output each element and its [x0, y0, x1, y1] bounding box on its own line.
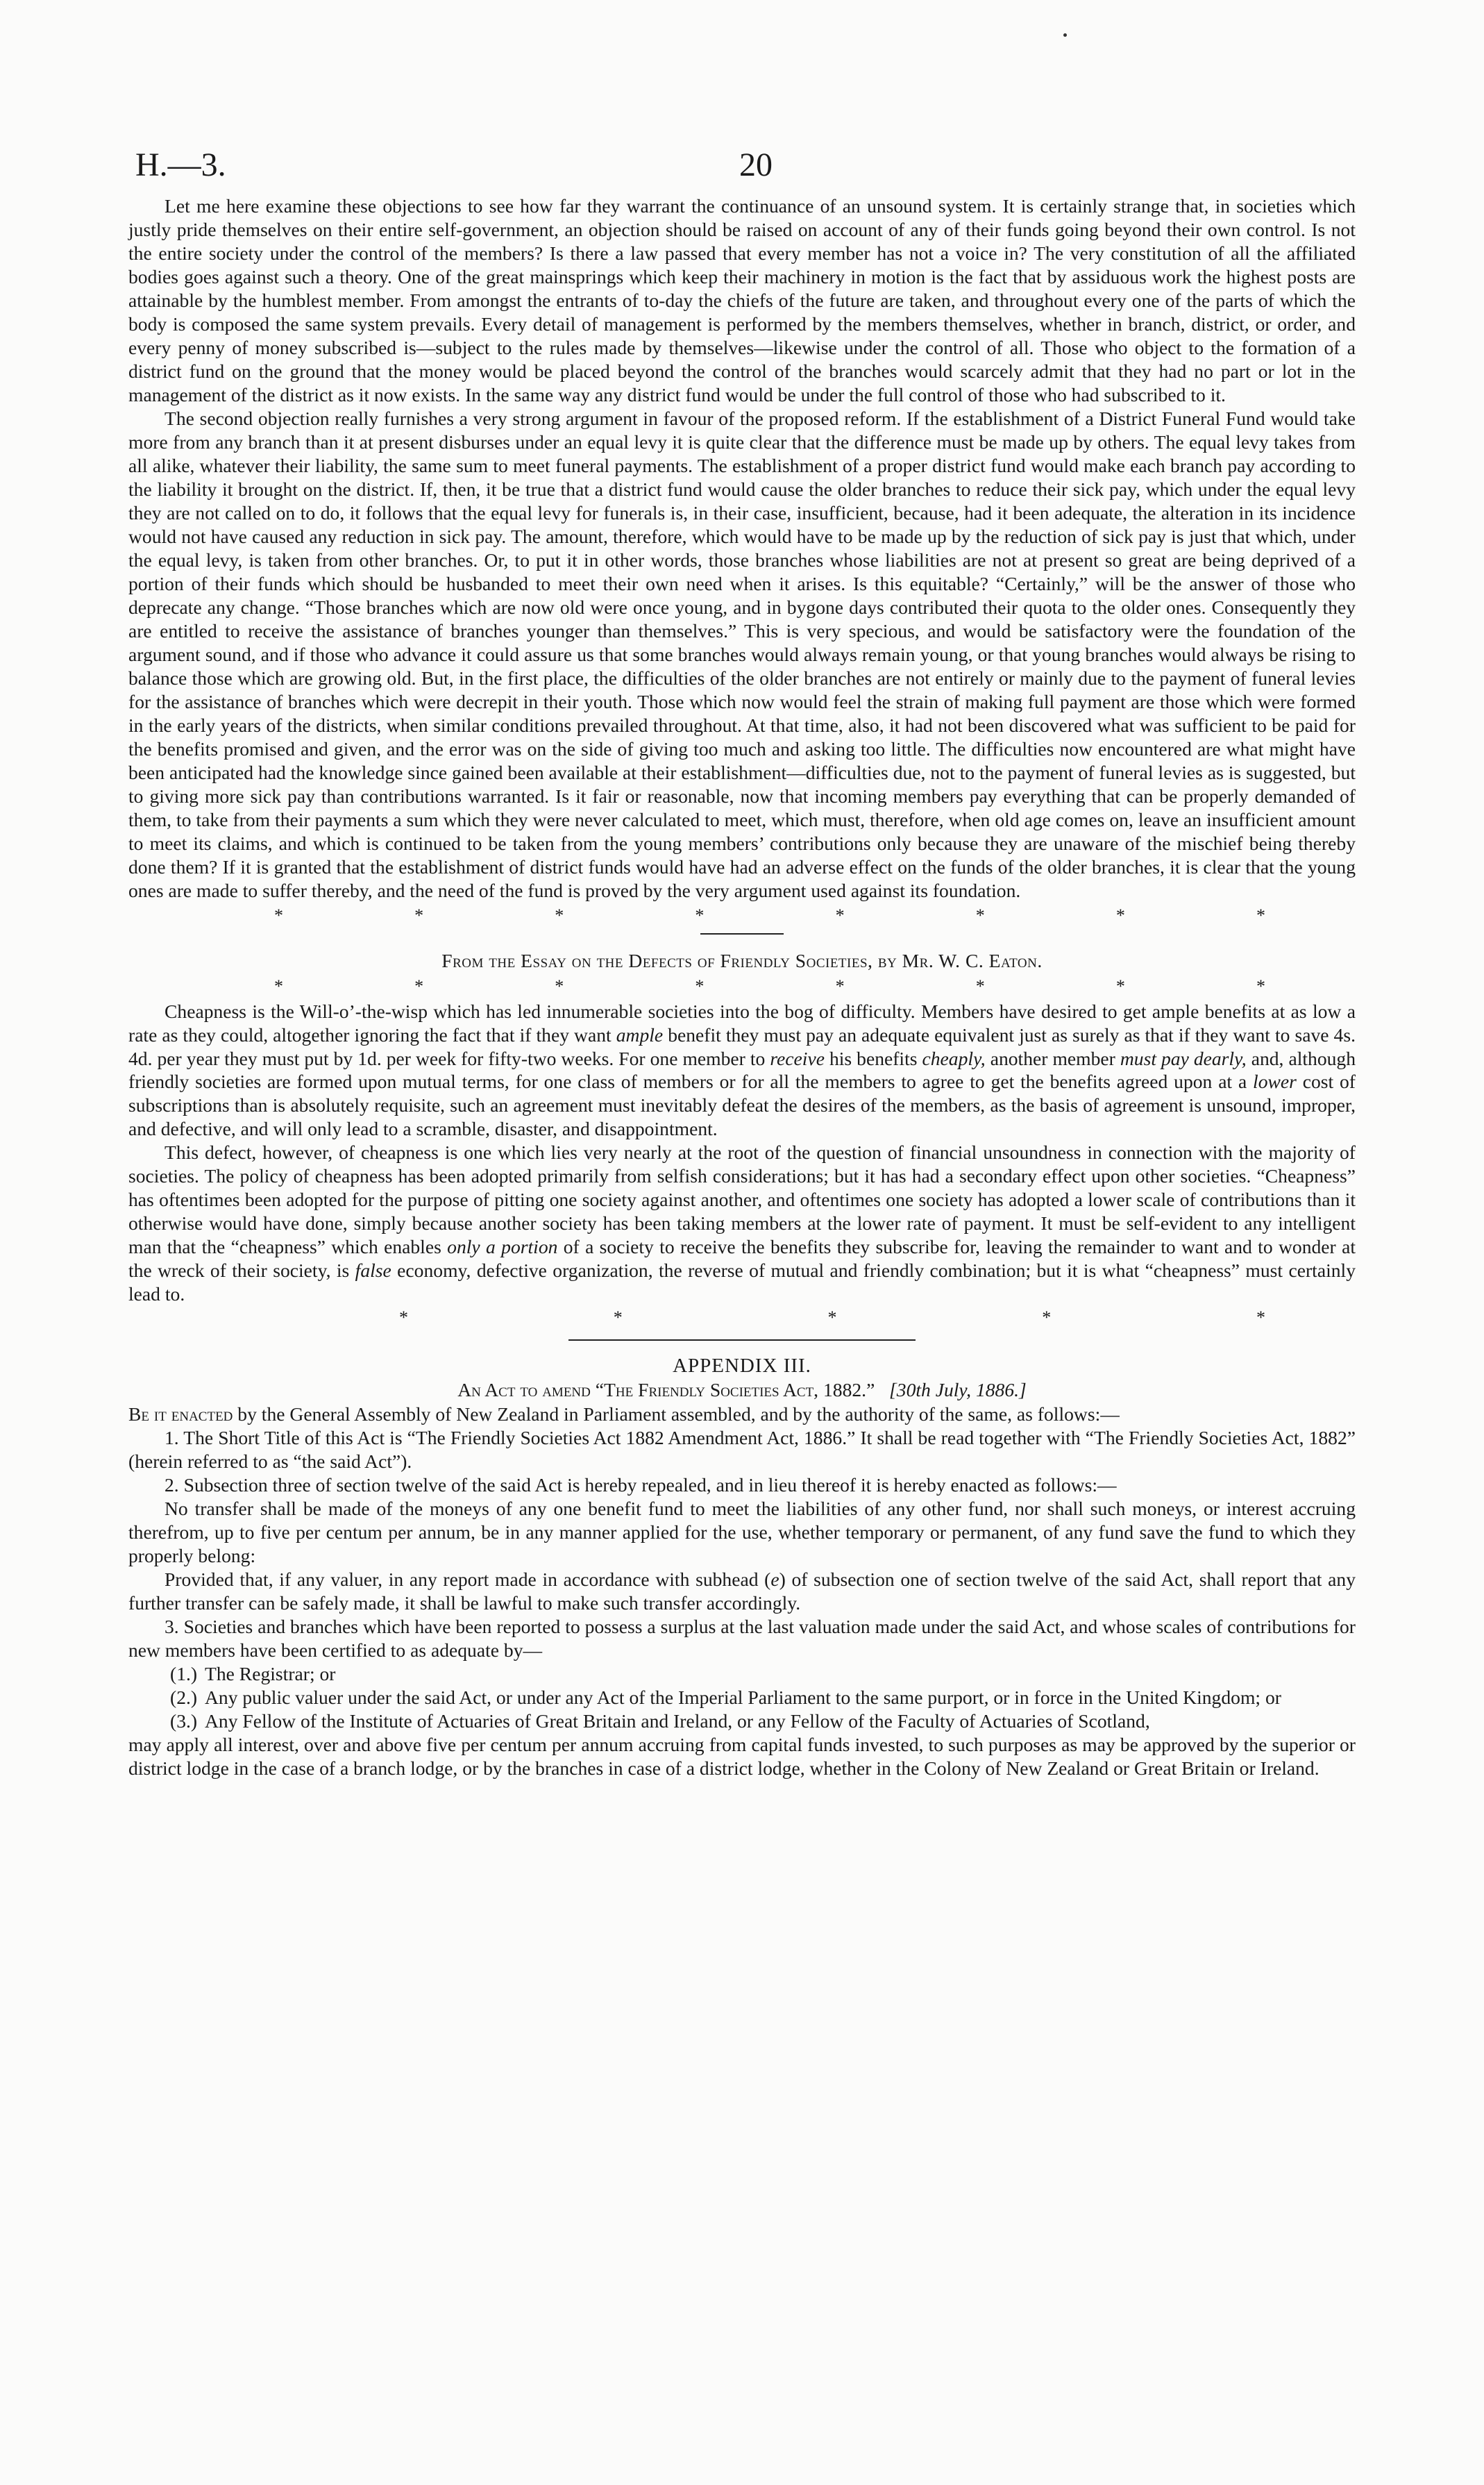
list-number: (3.)	[170, 1710, 198, 1732]
divider-rule	[700, 933, 784, 935]
list-item	[170, 1709, 1356, 1733]
emphasis: ample	[616, 1023, 664, 1046]
asterisk: *	[835, 976, 845, 996]
emphasis: false	[355, 1260, 391, 1282]
asterisk: *	[414, 976, 424, 996]
asterisk: *	[1042, 1307, 1052, 1328]
asterisk: *	[1115, 905, 1125, 926]
scan-speck	[1063, 33, 1067, 37]
text-run: another member	[985, 1047, 1120, 1069]
asterisk: *	[414, 905, 424, 926]
asterisk: *	[835, 905, 845, 926]
section-district-fund	[128, 194, 1356, 903]
text-run: Cheapness is the Will-o’-the-wisp which has led innumerable societies into the bog of difficulty. Members have desired to get ample benefits at as low a rate as they could, altogether ignoring the fact that if they want	[128, 1000, 1356, 1046]
asterisk: *	[975, 976, 985, 996]
clause: 3. Societies and branches which have been reported to possess a surplus at the last valuation made under the said Act, and whose scales of contributions for new members have been certified to as adequate by—	[128, 1616, 1356, 1662]
appendix-title: APPENDIX III.	[673, 1355, 811, 1378]
list-item	[170, 1686, 1356, 1709]
paragraph: Let me here examine these objections to see how far they warrant the continuance of an unsound system. It is certainly strange that, in societies which justly pride themselves on their entire self-government, an objection should be raised on account of any of their funds going beyond their own control. Is not the entire society under the control of the members? Is there a law passed that every member has not a voice in? The very constitution of all the affiliated bodies goes against such a theory. One of the great mainsprings which keep their machinery in motion is the fact that by assiduous work the highest posts are attainable by the humblest member. From amongst the entrants of to-day the chiefs of the future are taken, and throughout every one of the parts of which the body is composed the same system prevails. Every detail of management is performed by the members themselves, whether in branch, district, or order, and every penny of money subscribed is—subject to the rules made by themselves—likewise under the control of all. Those who object to the formation of a district fund on the ground that the money would be placed beyond the control of the branches would scarcely admit that they had no part or lot in the management of the district as it now exists. In the same way any district fund would be under the full control of those who had subscribed to it.	[128, 195, 1356, 405]
clause: 2. Subsection three of section twelve of the said Act is hereby repealed, and in lieu thereof it is hereby enacted as follows:—	[165, 1474, 1117, 1496]
asterisk: *	[827, 1307, 837, 1328]
asterisk: *	[695, 976, 705, 996]
emphasis: cheaply,	[922, 1047, 986, 1069]
text-run: Provided that, if any valuer, in any report made in accordance with subhead (	[165, 1568, 771, 1591]
page-header	[128, 146, 1356, 194]
text-run: cost of subscriptions than is absolutely requisite, such an agreement must inevitably defeat the desires of the members, as the basis of agreement is unsound, improper, and defective, and will only lead to a scramble, disaster, and disappointment.	[128, 1071, 1356, 1140]
text-run: of a society to receive the benefits they subscribe for, leaving the remainder to want and to wonder at the wreck of their society, is	[128, 1236, 1356, 1282]
enacting-clause	[128, 1403, 1356, 1426]
appendix-act-text	[128, 1403, 1356, 1780]
act-title: An Act to amend “The Friendly Societies Act, 1882.”	[457, 1379, 875, 1401]
text-run: economy, defective organization, the reverse of mutual and friendly combination; but it is what “cheapness” must certainly lead to.	[128, 1260, 1356, 1305]
asterisk: *	[1256, 976, 1265, 996]
clause: No transfer shall be made of the moneys of any one benefit fund to meet the liabilities of any other fund, nor shall such moneys, or interest accruing therefrom, up to five per centum per annum, be in any manner applied for the use, whether temporary or permanent, of any fund save the fund to which they properly belong:	[128, 1498, 1356, 1567]
text-run: by the General Assembly of New Zealand in Parliament assembled, and by the authority of the same, as follows:—	[233, 1403, 1120, 1425]
emphasis: must pay dearly,	[1120, 1047, 1247, 1069]
list-text: Any public valuer under the said Act, or under any Act of the Imperial Parliament to the same purport, or in force in the United Kingdom; or	[205, 1687, 1281, 1709]
divider-rule	[568, 1339, 916, 1341]
clause: 1. The Short Title of this Act is “The Friendly Societies Act 1882 Amendment Act, 1886.” It shall be read together with “The Friendly Societies Act, 1882” (herein referred to as “the said Act”).	[128, 1427, 1356, 1473]
text-run: benefit they must pay an adequate equivalent just as surely as that if they want to save 4s. 4d. per year they must put by 1d. per week for fifty-two weeks. For one member to	[128, 1023, 1356, 1069]
paragraph	[128, 1000, 1356, 1141]
act-title-line	[128, 1379, 1356, 1401]
enacting-lead: Be it enacted	[128, 1403, 233, 1425]
asterisk: *	[555, 905, 564, 926]
asterisk: *	[1256, 1307, 1265, 1328]
section-end-stars	[128, 1306, 1356, 1330]
asterisk: *	[695, 905, 705, 926]
asterisk: *	[555, 976, 564, 996]
text-run: and, although friendly societies are formed upon mutual terms, for one class of members or for all the members to agree to get the benefits agreed upon at a	[128, 1047, 1356, 1093]
asterisk: *	[975, 905, 985, 926]
asterisk: *	[274, 905, 283, 926]
paragraph: The second objection really furnishes a very strong argument in favour of the proposed reform. If the establishment of a District Funeral Fund would take more from any branch than it at present disburses under an equal levy it is quite clear that the difference must be made up by others. The equal levy takes from all alike, whatever their liability, the same sum to meet funeral payments. The establishment of a proper district fund would make each branch pay according to the liability it brought on the district. If, then, it be true that a district fund would cause the older branches to reduce their sick pay, which under the equal levy they are not called on to do, it follows that the equal levy for funerals is, in their case, insufficient, because, had it been adequate, the alteration in its incidence would not have caused any reduction in sick pay. The amount, therefore, which would have to be made up by the reduction of sick pay is just that which, under the equal levy, is taken from other branches. Or, to put it in other words, those branches whose liabilities are not at present so great are being deprived of a portion of their funds which should be husbanded to meet their own need when it arises. Is this equitable? “Certainly,” will be the answer of those who deprecate any change. “Those branches which are now old were once young, and in bygone days contributed their quota to the older ones. Consequently they are entitled to receive the assistance of branches younger than themselves.” This is very specious, and would be satisfactory were the foundation of the argument sound, and if those who advance it could assure us that some branches would always remain young, or that young branches would always be rising to balance those which are growing old. But, in the first place, the difficulties of the older branches are not entirely or mainly due to the payment of funeral levies for the assistance of branches which were decrepit in their youth. Those which now would feel the strain of making full payment are those which were formed in the early years of the districts, when similar conditions prevailed throughout. At that time, also, it had not been discovered what was sufficient to be paid for the benefits promised and given, and the error was on the side of giving too much and asking too little. The difficulties now encountered are what might have been anticipated had the knowledge since gained been available at their establishment—difficulties due, not to the payment of funeral levies as is suggested, but to giving more sick pay than contributions warranted. Is it fair or reasonable, now that incoming members pay everything that can be properly demanded of them, to take from their payments a sum which they were never calculated to meet, which must, therefore, when old age comes on, leave an insufficient amount to meet its claims, and which is continued to be taken from the young members’ contributions only because they are unaware of the mischief being thereby done them? If it is granted that the establishment of district funds would have had an adverse effect on the funds of the older branches, it is clear that the young ones are made to suffer thereby, and the need of the fund is proved by the very argument used against its foundation.	[128, 407, 1356, 901]
asterisk: *	[613, 1307, 623, 1328]
list-item	[170, 1662, 1356, 1686]
section-cheapness-essay	[128, 1000, 1356, 1307]
text-run: This defect, however, of cheapness is one which lies very nearly at the root of the question of financial unsoundness in connection with the majority of societies. The policy of cheapness has been adopted primarily from selfish considerations; but it has had a secondary effect upon other societies. “Cheapness” has oftentimes been adopted for the purpose of pitting one society against another, and oftentimes one society has adopted a lower scale of contributions than it otherwise would have done, simply because another society has been taking members at the lower rate of payment. It must be self-evident to any intelligent man that the “cheapness” which enables	[128, 1141, 1356, 1258]
text-run: ) of subsection one of section twelve of the said Act, shall report that any further transfer can be safely made, it shall be lawful to make such transfer accordingly.	[128, 1568, 1356, 1614]
page-number: 20	[739, 147, 773, 183]
emphasis: only a portion	[447, 1236, 558, 1258]
list-text: The Registrar; or	[205, 1663, 336, 1685]
text-run: his benefits	[824, 1047, 922, 1069]
list-text: Any Fellow of the Institute of Actuaries of Great Britain and Ireland, or any Fellow of the Faculty of Actuaries of Scotland,	[205, 1710, 1150, 1732]
asterisk: *	[1115, 976, 1125, 996]
paragraph	[128, 1141, 1356, 1306]
emphasis: receive	[770, 1047, 825, 1069]
emphasis: e	[770, 1568, 779, 1591]
proviso	[128, 1568, 1356, 1615]
list-number: (1.)	[170, 1663, 198, 1685]
asterisk: *	[399, 1307, 408, 1328]
emphasis: lower	[1253, 1071, 1297, 1093]
asterisk: *	[1256, 905, 1265, 926]
section-separator-stars	[128, 975, 1356, 998]
essay-heading: From the Essay on the Defects of Friendly Societies, by Mr. W. C. Eaton.	[441, 949, 1043, 971]
asterisk: *	[274, 976, 283, 996]
document-reference: H.—3.	[135, 147, 226, 183]
list-number: (2.)	[170, 1687, 198, 1709]
closing-clause: may apply all interest, over and above five per centum per annum accruing from capital funds invested, to such purposes as may be approved by the superior or district lodge in the case of a branch lodge, or by the branches in case of a district lodge, whether in the Colony of New Zealand or Great Britain or Ireland.	[128, 1734, 1356, 1780]
act-date: [30th July, 1886.]	[889, 1379, 1027, 1401]
section-separator-stars	[128, 904, 1356, 928]
